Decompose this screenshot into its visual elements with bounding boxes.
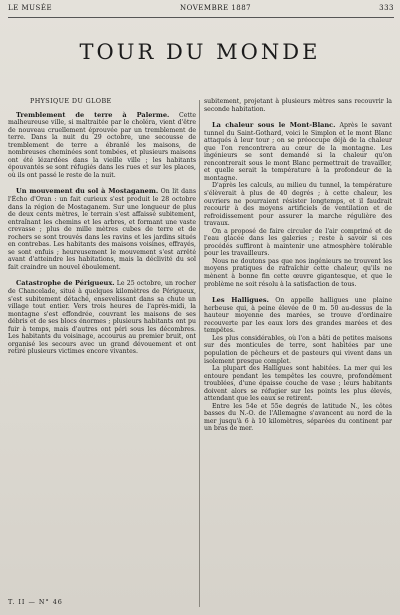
article-body: On appelle halligues une plaine herbeuse qui, à peine élevée de 0 m. 50 au-dessus de la hauteur moyenne des marées, se trouve d'ordinaire recouverte par les eaux lors des grandes marées et des tempêtes. xyxy=(204,297,392,335)
folio-mark: T. II — N° 46 xyxy=(8,598,63,606)
article-paragraph: Les plus considérables, où l'on a bâti de petites maisons sur des monticules de terre, sont habitées par une population de pêcheurs et de pasteurs qui vivent dans un isolement presque complet. xyxy=(204,334,392,365)
article-perigueux xyxy=(8,280,196,355)
page-title: TOUR DU MONDE xyxy=(79,40,321,64)
article-continuation xyxy=(204,98,392,113)
article-halligues xyxy=(204,297,392,433)
article-title: Un mouvement du sol à Mostaganem. xyxy=(16,187,159,196)
article-mont-blanc xyxy=(204,122,392,288)
article-paragraph: D'après les calculs, au milieu du tunnel, la température s'élèverait à plus de 40 degrés ; à cette chaleur, les ouvriers ne pourraient résister longtemps, et il faudrait recourir à des moyens artificiels de ventilation et de refroidissement pour assurer la marche régulière des travaux. xyxy=(204,182,392,228)
running-head-left: LE MUSÉE xyxy=(8,4,53,12)
article-paragraph: Entre les 54e et 55e degrés de latitude N., les côtes basses du N.-O. de l'Allemagne s'avancent au nord de la mer jusqu'à 6 à 10 kilomètres, séparées du continent par un bras de mer. xyxy=(204,402,392,433)
column-divider xyxy=(199,100,200,607)
article-paragraph: Nous ne doutons pas que nos ingénieurs ne trouvent les moyens pratiques de rafraîchir cette chaleur, qu'ils ne mènent à bonne fin cette œuvre gigantesque, et que le problème ne soit résolu à la satisfaction de tous. xyxy=(204,257,392,288)
article-paragraph: On a proposé de faire circuler de l'air comprimé et de l'eau glacée dans les galeries ; reste à savoir si ces procédés suffiront à maintenir une atmosphère tolérable pour les travailleurs. xyxy=(204,227,392,258)
header-rule xyxy=(8,17,394,18)
article-body: Après le savant tunnel du Saint-Gothard, voici le Simplon et le mont Blanc attaqués à leur tour ; on se préoccupe déjà de la chaleur que l'on rencontrera au cœur de la montagne. Les ingénieurs se sont demandé si la chaleur qu'on rencontrerait sous le mont Blanc permettrait de travailler, et quelle serait la température à la profondeur de la montagne. xyxy=(204,122,392,182)
article-title: Tremblement de terre à Palerme. xyxy=(16,110,170,119)
right-column xyxy=(204,98,392,442)
article-body: Le 25 octobre, un rocher de Chancelade, situé à quelques kilomètres de Périgueux, s'est subitement détaché, ensevelissant dans sa chute un village tout entier. Vers trois heures de l'après-midi, la montagne s'est effondrée, couvrant les maisons de ses débris et de ses blocs énormes ; plusieurs habitants ont pu fuir à temps, mais d'autres ont péri sous les décombres. Les habitants du voisinage, accourus au premier bruit, ont organisé les secours avec un grand dévouement et ont retiré plusieurs victimes encore vivantes. xyxy=(8,280,197,356)
continued-text: subitement, projetant à plusieurs mètres sans recouvrir la seconde habitation. xyxy=(204,98,392,113)
article-body: On lit dans l'Écho d'Oran : un fait curieux s'est produit le 28 octobre dans la région de Mostaganem. Sur une longueur de plus de deux cents mètres, le terrain s'est affaissé subitement, entraînant les chemins et les arbres, et formant une vaste crevasse ; plus de mille mètres cubes de terre et de rochers se sont trouvés dans les ravins et les jardins situés en contrebas. Les habitants des maisons voisines, effrayés, se sont enfuis ; heureusement le mouvement s'est arrêté avant d'atteindre les habitations, mais la déclivité du sol fait craindre un nouvel éboulement. xyxy=(8,188,196,271)
running-head xyxy=(0,4,400,16)
article-palerme xyxy=(8,112,196,180)
article-title: Catastrophe de Périgueux. xyxy=(16,279,115,288)
running-head-center: NOVEMBRE 1887 xyxy=(180,4,252,12)
article-body: Cette malheureuse ville, si maltraitée par le choléra, vient d'être de nouveau cruellement éprouvée par un tremblement de terre. Dans la nuit du 29 octobre, une secousse de tremblement de terre a ébranlé les maisons, de nombreuses cheminées sont tombées, et plusieurs maisons ont été lézardées dans la vieille ville ; les habitants épouvantés se sont réfugiés dans les rues et sur les places, où ils ont passé le reste de la nuit. xyxy=(8,111,197,179)
article-paragraph: La plupart des Halligues sont habitées. La mer qui les entoure pendant les tempêtes les couvre, profondément troublées, d'une épaisse couche de vase ; leurs habitants doivent alors se réfugier sur les points les plus élevés, attendant que les eaux se retirent. xyxy=(204,365,392,403)
article-title: Les Halligues. xyxy=(212,296,269,305)
left-column xyxy=(8,98,196,365)
section-heading: PHYSIQUE DU GLOBE xyxy=(30,97,112,105)
article-title: La chaleur sous le Mont-Blanc. xyxy=(212,121,336,130)
page-number: 333 xyxy=(379,4,394,12)
article-mostaganem xyxy=(8,188,196,271)
